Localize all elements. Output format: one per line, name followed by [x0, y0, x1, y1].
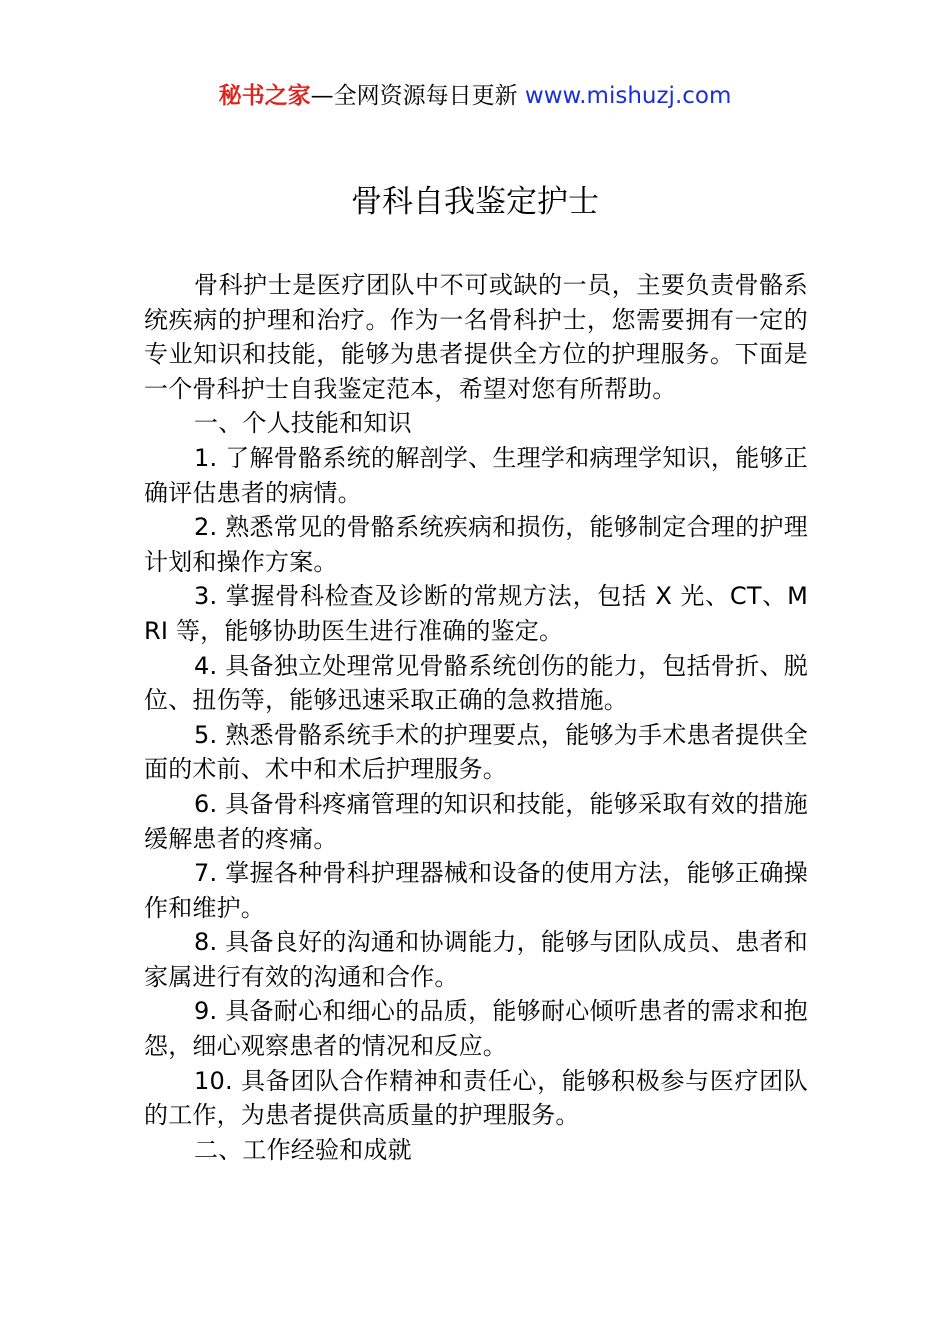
list-item: 5. 熟悉骨骼系统手术的护理要点，能够为手术患者提供全面的术前、术中和术后护理服务。 — [144, 720, 808, 784]
list-item: 4. 具备独立处理常见骨骼系统创伤的能力，包括骨折、脱位、扭伤等，能够迅速采取正确的急救措施。 — [144, 651, 808, 715]
site-header — [0, 78, 950, 114]
site-tagline: —全网资源每日更新 — [310, 83, 525, 109]
section-heading-skills: 一、个人技能和知识 — [194, 409, 412, 438]
document-body — [144, 268, 808, 1167]
list-item: 8. 具备良好的沟通和协调能力，能够与团队成员、患者和家属进行有效的沟通和合作。 — [144, 928, 808, 991]
intro-paragraph: 骨科护士是医疗团队中不可或缺的一员，主要负责骨骼系统疾病的护理和治疗。作为一名骨科护士，您需要拥有一定的专业知识和技能，能够为患者提供全方位的护理服务。下面是一个骨科护士自我鉴定范本，希望对您有所帮助。 — [144, 271, 808, 403]
list-item: 9. 具备耐心和细心的品质，能够耐心倾听患者的需求和抱怨，细心观察患者的情况和反应。 — [144, 997, 808, 1061]
list-item: 6. 具备骨科疼痛管理的知识和技能，能够采取有效的措施缓解患者的疼痛。 — [144, 789, 808, 853]
site-name: 秘书之家 — [218, 83, 311, 109]
list-item: 1. 了解骨骼系统的解剖学、生理学和病理学知识，能够正确评估患者的病情。 — [144, 443, 808, 507]
document-title: 骨科自我鉴定护士 — [351, 184, 599, 220]
list-item: 2. 熟悉常见的骨骼系统疾病和损伤，能够制定合理的护理计划和操作方案。 — [144, 513, 808, 576]
section-heading-experience: 二、工作经验和成就 — [194, 1135, 412, 1164]
list-item: 10. 具备团队合作精神和责任心，能够积极参与医疗团队的工作，为患者提供高质量的护理服务。 — [144, 1066, 808, 1130]
site-url-link[interactable]: www.mishuzj.com — [524, 83, 732, 109]
list-item: 7. 掌握各种骨科护理器械和设备的使用方法，能够正确操作和维护。 — [144, 859, 808, 922]
list-item: 3. 掌握骨科检查及诊断的常规方法，包括 X 光、CT、MRI 等，能够协助医生进行准确的鉴定。 — [144, 582, 808, 645]
